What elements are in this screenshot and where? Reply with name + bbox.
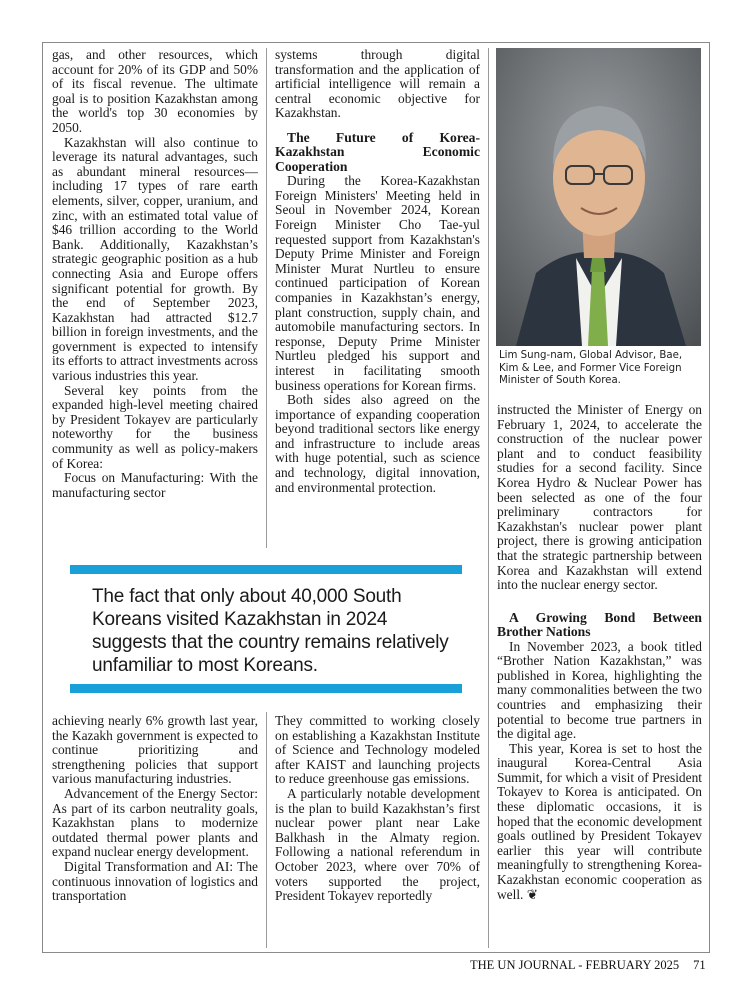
page-number: 71	[693, 958, 706, 972]
pull-quote-top-bar	[70, 565, 462, 574]
photo-caption: Lim Sung-nam, Global Advisor, Bae, Kim & Lee, and Former Vice Foreign Minister of South Korea.	[499, 350, 683, 387]
paragraph: systems through digital transformation and the application of artificial intelligence will remain a central economic objective for Kazakhstan.	[275, 48, 480, 121]
paragraph: Advancement of the Energy Sector: As part of its carbon neutrality goals, Kazakhstan plans to modernize outdated thermal power plants and expand nuclear energy development.	[52, 785, 258, 860]
column-divider	[266, 48, 267, 548]
paragraph: A particularly notable development is the plan to build Kazakhstan’s first nuclear power plant near Lake Balkhash in the Almaty region. Following a national referendum in October 2023, where over 70% of voters supported the project, President Tokayev reportedly	[275, 785, 480, 904]
journal-name: THE UN JOURNAL - FEBRUARY 2025	[470, 958, 680, 972]
column-divider	[266, 712, 267, 948]
column-2-top	[275, 48, 480, 548]
paragraph: Several key points from the expanded high-level meeting chaired by President Tokayev are particularly noteworthy for the business community as well as policy-makers of Korea:	[52, 382, 258, 471]
column-divider	[488, 48, 489, 948]
paragraph: achieving nearly 6% growth last year, the Kazakh government is expected to continue prioritizing and strengthening policies that support various manufacturing industries.	[52, 714, 258, 787]
paragraph: Kazakhstan will also continue to leverage its natural advantages, such as abundant mineral resources—including 17 types of rare earth elements, silver, copper, uranium, and zinc, with an estimated total value of $46 trillion according to the World Bank. Additionally, Kazakhstan’s strategic geographic position as a hub connecting Asia and Europe offers significant potential for growth. By the end of September 2023, Kazakhstan had attracted $12.7 billion in foreign investments, and the government is expected to intensify its efforts to attract investments across various industries this year.	[52, 134, 258, 384]
column-1-bottom	[52, 714, 258, 948]
paragraph: Digital Transformation and AI: The continuous innovation of logistics and transportation	[52, 858, 258, 904]
column-2-bottom	[275, 714, 480, 948]
paragraph: During the Korea-Kazakhstan Foreign Ministers' Meeting held in Seoul in November 2024, Korean Foreign Minister Cho Tae-yul requested support from Kazakhstan's Deputy Prime Minister and Foreign Minister Murat Nurtleu to ensure continued participation of Korean companies in Kazakhstan’s energy, plant construction, supply chain, and automobile manufacturing sectors. In response, Deputy Prime Minister Nurtleu pledged his support and interest in facilitating smooth business operations for Korean firms.	[275, 173, 480, 393]
column-3	[497, 403, 702, 948]
paragraph: Focus on Manufacturing: With the manufacturing sector	[52, 470, 258, 500]
page-footer	[470, 958, 706, 973]
paragraph: gas, and other resources, which account for 20% of its GDP and 50% of its fiscal revenue. The ultimate goal is to position Kazakhstan among the world's top 30 economies by 2050.	[52, 48, 258, 135]
section-heading: The Future of Korea-Kazakhstan Economic Cooperation	[275, 129, 480, 174]
portrait-photo	[496, 48, 701, 346]
column-1-top	[52, 48, 258, 548]
pull-quote-bottom-bar	[70, 684, 462, 693]
paragraph: instructed the Minister of Energy on February 1, 2024, to accelerate the construction of the nuclear power plant and to conduct feasibility studies for a second facility. Since Korea Hydro & Nuclear Power has been selected as one of the four preliminary contractors for Kazakhstan's nuclear power plant project, there is growing anticipation that the strategic partnership between Korea and Kazakhstan will extend into the nuclear energy sector.	[497, 403, 702, 593]
paragraph: In November 2023, a book titled “Brother Nation Kazakhstan,” was published in Korea, highlighting the many commonalities between the two countries and emphasizing their potential to become true partners in the digital age.	[497, 638, 702, 742]
pull-quote: The fact that only about 40,000 South Koreans visited Kazakhstan in 2024 suggests that the country remains relatively unfamiliar to most Koreans.	[92, 586, 449, 676]
section-heading: A Growing Bond Between Brother Nations	[497, 609, 702, 640]
portrait-illustration	[496, 48, 701, 346]
paragraph: They committed to working closely on establishing a Kazakhstan Institute of Science and Technology modeled after KAIST and launching projects to reduce greenhouse gas emissions.	[275, 714, 480, 787]
paragraph: This year, Korea is set to host the inaugural Korea-Central Asia Summit, for which a visit of President Tokayev to Korea is anticipated. On these diplomatic occasions, it is hoped that the economic development goals outlined by President Tokayev earlier this year will contribute meaningfully to strengthening Korea-Kazakhstan economic cooperation as well. ❦	[497, 740, 702, 902]
paragraph: Both sides also agreed on the importance of expanding cooperation beyond traditional sectors like energy and infrastructure to include areas with huge potential, such as science and technology, digital innovation, and environmental protection.	[275, 392, 480, 495]
